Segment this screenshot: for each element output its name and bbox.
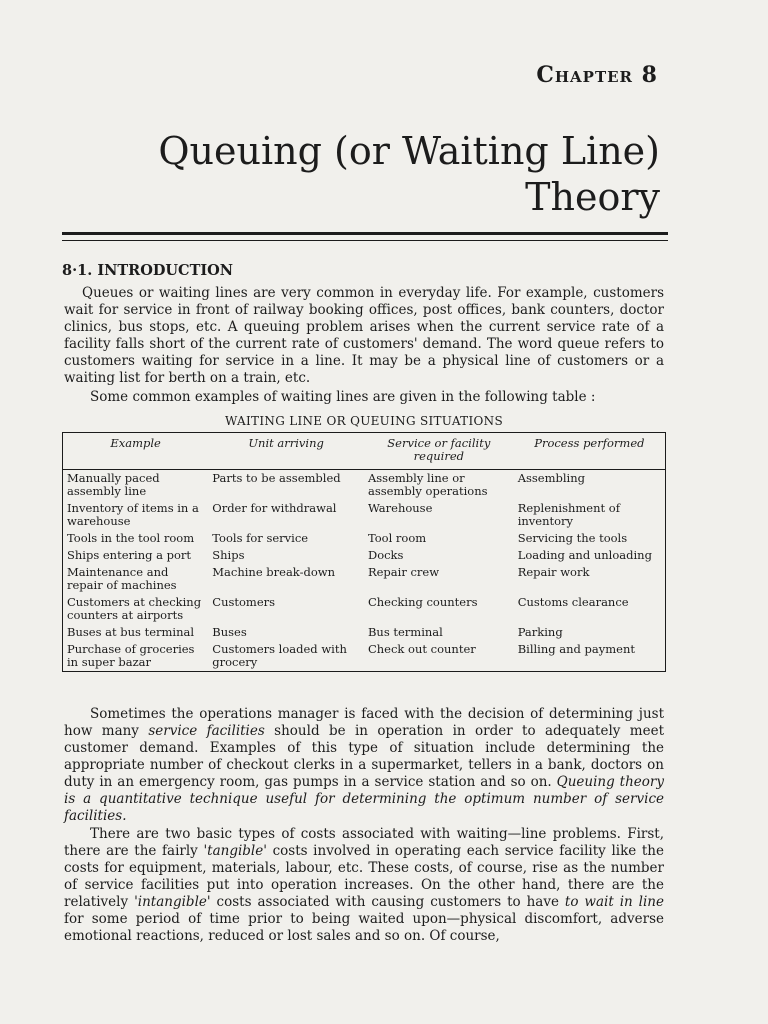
table-cell: Purchase of groceries in super bazar bbox=[67, 642, 195, 669]
section-heading: 8·1. INTRODUCTION bbox=[62, 262, 234, 279]
paragraph-table-lead: Some common examples of waiting lines are given in the following table : bbox=[90, 389, 596, 405]
table-cell: Docks bbox=[367, 548, 404, 562]
paragraph-costs bbox=[64, 826, 664, 945]
table-cell: Tools for service bbox=[212, 531, 309, 545]
table-cell: Repair crew bbox=[367, 565, 440, 579]
paragraph-intro: Queues or waiting lines are very common in everyday life. For example, customers wait for service in front of railway booking offices, post offices, bank counters, doctor clinics, bus stops, etc. A queuing problem arises when the current service rate of a facility falls short of the current rate of customers' demand. The word queue refers to customers waiting for service in a line. It may be a physical line of customers or a waiting list for berth on a train, etc. bbox=[64, 285, 664, 386]
text-run: ' costs involved in operating each service facility like the costs for equipment, materials, labour, etc. These costs, of course, rise as the number of service facilities put into operation increases. On the other hand, there are the relatively ' bbox=[64, 843, 664, 910]
table-cell: Maintenance and repair of machines bbox=[67, 565, 177, 592]
table-cell: Parking bbox=[517, 625, 563, 639]
chapter-title-line-1: Queuing (or Waiting Line) bbox=[158, 129, 660, 173]
paragraph-operations-manager bbox=[64, 706, 664, 825]
text-run: Sometimes the operations manager is faced with the decision of determining just how many bbox=[64, 706, 664, 739]
title-rule-thin bbox=[62, 240, 668, 241]
table-row bbox=[63, 470, 666, 501]
table-cell: Tools in the tool room bbox=[67, 531, 195, 545]
table-cell: Assembling bbox=[517, 471, 585, 485]
text-run: for some period of time prior to being waited upon—physical discomfort, adverse emotional reactions, reduced or lost sales and so on. Of course, bbox=[64, 911, 664, 944]
table-cell: Manually paced assembly line bbox=[67, 471, 160, 498]
table-cell: Ships entering a port bbox=[67, 548, 192, 562]
table-cell: Loading and unloading bbox=[517, 548, 652, 562]
table-cell: Tool room bbox=[367, 531, 427, 545]
chapter-title bbox=[158, 128, 660, 220]
table-cell: Ships bbox=[212, 548, 245, 562]
table-cell: Bus terminal bbox=[367, 625, 443, 639]
table-cell: Buses bbox=[212, 625, 247, 639]
text-run-italic: tangible bbox=[207, 843, 264, 859]
table-cell: Customers loaded with grocery bbox=[212, 642, 347, 669]
table-cell: Repair work bbox=[517, 565, 590, 579]
table-cell: Servicing the tools bbox=[517, 531, 628, 545]
table-row bbox=[63, 500, 666, 530]
table-row bbox=[63, 594, 666, 624]
table-cell: Parts to be assembled bbox=[212, 471, 341, 485]
text-run: There are two basic types of costs associated with waiting—line problems. First, there are the fairly ' bbox=[64, 826, 664, 859]
table-cell: Warehouse bbox=[367, 501, 433, 515]
table-cell: Check out counter bbox=[367, 642, 476, 656]
table-cell: Billing and payment bbox=[517, 642, 636, 656]
table-header-cell: Unit arriving bbox=[208, 433, 364, 470]
queuing-situations-table bbox=[62, 432, 666, 672]
table-row bbox=[63, 564, 666, 594]
table-row bbox=[63, 547, 666, 564]
table-header-cell: Service or facility required bbox=[364, 433, 514, 470]
table-row bbox=[63, 530, 666, 547]
text-run-italic: service facilities bbox=[148, 723, 265, 739]
text-run-italic: to wait in line bbox=[564, 894, 664, 910]
table-cell: Buses at bus terminal bbox=[67, 625, 195, 639]
table-caption: WAITING LINE OR QUEUING SITUATIONS bbox=[225, 414, 503, 428]
chapter-label: Chapter 8 bbox=[536, 62, 658, 88]
table-cell: Machine break-down bbox=[212, 565, 335, 579]
table-header-cell: Example bbox=[63, 433, 209, 470]
table-cell: Customers bbox=[212, 595, 276, 609]
text-run: should be in operation in order to adequately meet customer demand. Examples of this type of situation include determining the appropriate number of checkout clerks in a supermarket, tellers in a bank, doctors on duty in an emergency room, gas pumps in a service station and so on. bbox=[64, 723, 664, 790]
table-cell: Checking counters bbox=[367, 595, 478, 609]
table-cell: Customers at checking counters at airports bbox=[67, 595, 202, 622]
text-run: ' costs associated with causing customers to have bbox=[206, 894, 565, 910]
title-rule-thick bbox=[62, 232, 668, 235]
text-run-italic: Queuing theory is a quantitative technique useful for determining the optimum number of service facilities. bbox=[64, 774, 664, 824]
table-cell: Assembly line or assembly operations bbox=[367, 471, 488, 498]
table-header-cell: Process performed bbox=[514, 433, 666, 470]
table-cell: Inventory of items in a warehouse bbox=[67, 501, 199, 528]
table-cell: Replenishment of inventory bbox=[517, 501, 620, 528]
text-run-italic: intangible bbox=[137, 894, 207, 910]
table-cell: Customs clearance bbox=[517, 595, 629, 609]
table-header-row bbox=[63, 433, 666, 470]
table-cell: Order for withdrawal bbox=[212, 501, 337, 515]
table-row bbox=[63, 641, 666, 672]
chapter-title-line-2: Theory bbox=[525, 175, 660, 219]
table-row bbox=[63, 624, 666, 641]
